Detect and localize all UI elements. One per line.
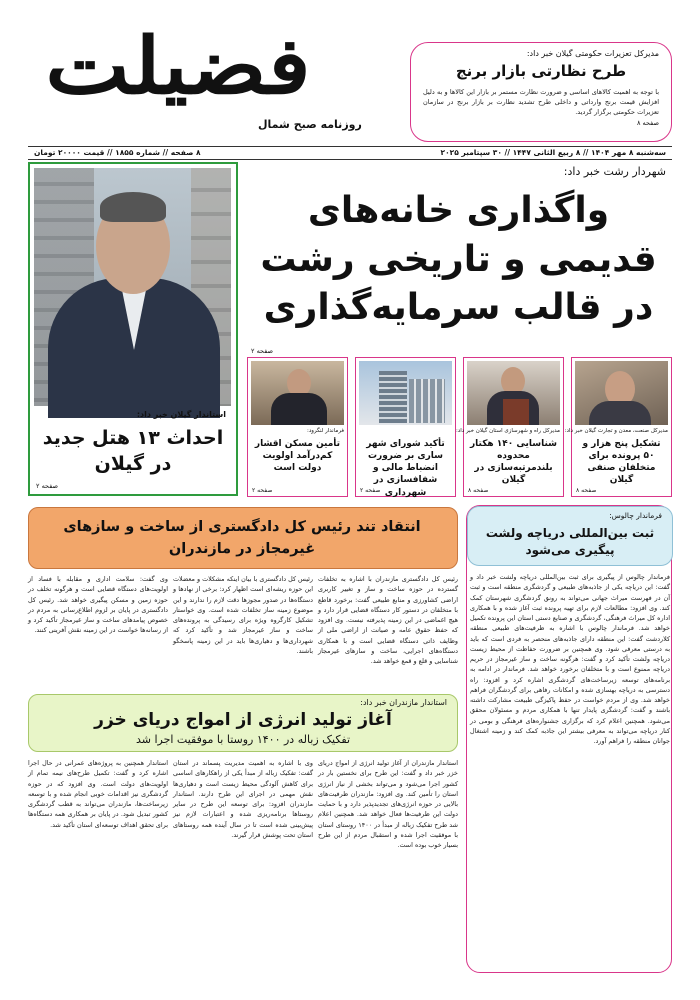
tile-page: صفحه ۲ <box>360 487 381 494</box>
issue-info: ۸ صفحه // شماره ۱۸۵۵ // قیمت ۲۰۰۰۰ تومان <box>34 148 201 157</box>
story-wave-energy-kicker: استاندار مازندران خبر داد: <box>360 698 447 707</box>
right-story-kicker: فرماندار چالوس: <box>609 511 662 520</box>
story-judiciary-headline[interactable] <box>28 507 458 569</box>
tile-photo <box>575 361 668 425</box>
story-judiciary-column-3: وی گفت: سلامت اداری و مقابله با فساد از اولویت‌های دستگاه قضایی است و هرگونه تخلف در حوزه زمین و مسکن پیگیری خواهد شد. رئیس کل دادگستری در پایان بر لزوم اطلاع‌رسانی به مردم در خصوص پیامدهای ساخت و ساز غیرمجاز تأکید کرد و از رسانه‌ها خواست در این زمینه نقش آفرینی کنند. <box>28 575 168 635</box>
top-news-box[interactable] <box>410 42 672 142</box>
newspaper-subtitle: روزنامه صبح شمال <box>258 118 362 131</box>
top-news-title[interactable]: طرح نظارتی بازار برنج <box>455 62 627 80</box>
top-news-kicker: مدیرکل تعزیرات حکومتی گیلان خبر داد: <box>526 49 659 58</box>
tile-title[interactable]: تأمین مسکن اقشار کم‌درآمد اولویت دولت است <box>254 439 341 474</box>
masthead <box>28 10 398 140</box>
right-story-headline[interactable] <box>467 506 673 566</box>
tile-kicker: فرماندار لنگرود: <box>306 428 344 434</box>
story-judiciary-column-1: رئیس کل دادگستری مازندران با اشاره به تخلفات گسترده در حوزه ساخت و ساز و تغییر کاربری اراضی کشاورزی و منابع طبیعی گفت: برخورد قاطع با متخلفان در دستور کار دستگاه قضایی قرار دارد و هیچ اغماضی در این زمینه پذیرفته نیست. وی افزود که حفظ حقوق عامه و صیانت از اراضی ملی از وظایف ذاتی دستگاه قضایی است و با همکاری دستگاه‌های اجرایی، ساخت و سازهای غیرمجاز شناسایی و قلع و قمع خواهد شد. <box>318 575 458 665</box>
story-wave-energy-column-1: استاندار مازندران از آغاز تولید انرژی از امواج دریای خزر خبر داد و گفت: این طرح برای نخستین بار در کشور اجرا می‌شود و می‌تواند بخشی از نیاز انرژی استان را تأمین کند. وی افزود: مازندران ظرفیت‌های بالایی در حوزه انرژی‌های تجدیدپذیر دارد و با حمایت دولت این ظرفیت‌ها فعال خواهد شد. همچنین اعلام شد طرح تفکیک زباله از مبدأ در ۱۴۰۰ روستای استان با موفقیت اجرا شده و استقبال مردم از این طرح بسیار خوب بوده است. <box>318 759 458 849</box>
news-tiles <box>245 357 672 497</box>
right-story-body: فرماندار چالوس از پیگیری برای ثبت بین‌المللی دریاچه ولشت خبر داد و گفت: این دریاچه یکی از جاذبه‌های طبیعی و گردشگری منطقه است و ثبت آن در فهرست میراث جهانی می‌تواند به رونق گردشگری شهرستان کمک کند. وی افزود: مطالعات لازم برای تهیه پرونده ثبت آغاز شده و با همکاری اداره کل میراث فرهنگی، گردشگری و صنایع دستی استان این پرونده تکمیل خواهد شد. فرماندار چالوس با اشاره به ظرفیت‌های طبیعی منطقه کلاردشت گفت: این منطقه دارای جاذبه‌های منحصر به فردی است که باید به درستی معرفی شود. وی همچنین بر ضرورت حفاظت از محیط زیست دریاچه ولشت تأکید کرد و گفت: هرگونه ساخت و ساز غیرمجاز در حریم دریاچه ممنوع است و با متخلفان برخورد خواهد شد. فرماندار در ادامه به برنامه‌های توسعه زیرساخت‌های گردشگری اشاره کرد و افزود: راه دسترسی به دریاچه بهسازی شده و امکانات رفاهی برای گردشگران فراهم خواهد شد. وی از مردم خواست در حفظ پاکیزگی طبیعت مشارکت داشته باشند و گفت: گردشگری پایدار تنها با همکاری مردم و مسئولان محقق می‌شود. همچنین اعلام کرد که برگزاری جشنواره‌های فرهنگی و بومی در کنار دریاچه می‌تواند به معرفی بیشتر این جاذبه کمک کند و زمینه اشتغال جوانان منطقه را فراهم آورد. <box>470 573 670 745</box>
main-headline-page: صفحه ۲ <box>251 347 274 355</box>
tile-highrise-zones[interactable] <box>455 357 564 497</box>
governor-portrait-photo <box>34 168 231 406</box>
tile-title[interactable]: تأکید شورای شهر ساری بر ضرورت انضباط مالی و شفافسازی در شهرداری <box>366 439 445 498</box>
top-news-page: صفحه ۸ <box>636 119 659 128</box>
main-headline[interactable] <box>245 165 672 355</box>
story-wave-energy-column-3: استاندار همچنین به پروژه‌های عمرانی در حال اجرا اشاره کرد و گفت: تکمیل طرح‌های نیمه تمام از اولویت‌های دولت است. وی افزود که در حوزه گردشگری نیز اقدامات خوبی انجام شده و با توسعه زیرساخت‌ها، مازندران می‌تواند به قطب گردشگری کشور تبدیل شود. در پایان بر همکاری همه دستگاه‌ها برای تحقق اهداف توسعه‌ای استان تأکید شد. <box>28 759 168 829</box>
main-headline-kicker: شهردار رشت خبر داد: <box>563 165 666 178</box>
story-wave-energy-title[interactable]: آغاز تولید انرژی از امواج دریای خزر <box>94 710 392 730</box>
tile-page: صفحه ۸ <box>576 487 597 494</box>
left-feature-kicker: استاندار گیلان خبر داد: <box>136 410 226 419</box>
tile-trade-violations[interactable] <box>564 357 672 497</box>
newspaper-logo: فضیلت <box>45 21 311 112</box>
tile-housing-langarud[interactable] <box>247 357 348 497</box>
tile-photo <box>359 361 452 425</box>
top-news-body: با توجه به اهمیت کالاهای اساسی و ضرورت نظارت مستمر بر بازار این کالاها و به دلیل افزایش قیمت برنج وارداتی و داخلی طرح تشدید نظارت بر بازار برنج در سازمان تعزیرات حکومتی برگزار گردید. <box>423 88 659 116</box>
left-feature-page: صفحه ۲ <box>36 482 59 490</box>
tile-page: صفحه ۲ <box>252 487 273 494</box>
tile-title[interactable]: شناسایی ۱۴۰ هکتار محدوده بلندمرتبه‌سازی در گیلان <box>469 439 558 486</box>
story-wave-energy-subtitle: تفکیک زباله در ۱۴۰۰ روستا با موفقیت اجرا شد <box>135 733 351 746</box>
left-feature-title[interactable]: احداث ۱۳ هتل جدید در گیلان <box>42 427 224 475</box>
tile-title[interactable]: تشکیل پنج هزار و ۵۰ پرونده برای متخلفان صنفی گیلان <box>582 439 661 486</box>
right-story-title[interactable]: ثبت بین‌المللی دریاچه ولشت پیگیری می‌شود <box>485 526 655 557</box>
tile-page: صفحه ۸ <box>468 487 489 494</box>
story-judiciary-title[interactable]: انتقاد تند رئیس کل دادگستری از ساخت و سازهای غیرمجاز در مازندران <box>63 519 421 558</box>
story-wave-energy-headline[interactable] <box>28 694 458 752</box>
left-feature[interactable] <box>28 162 238 496</box>
story-wave-energy-column-2: وی با اشاره به اهمیت مدیریت پسماند در استان گفت: تفکیک زباله از مبدأ یکی از راهکارهای اساسی برای کاهش آلودگی محیط زیست است و دهیاری‌ها نقش مهمی در اجرای این طرح دارند. استاندار مازندران افزود: برای توسعه این طرح در سایر روستاها برنامه‌ریزی شده و اعتبارات لازم نیز پیش‌بینی شده است تا در سال آینده همه روستاهای استان تحت پوشش قرار گیرند. <box>173 759 313 839</box>
tile-kicker: مدیرکل صنعت، معدن و تجارت گیلان خبر داد: <box>564 428 668 434</box>
tile-sari-council[interactable] <box>355 357 456 497</box>
main-headline-title[interactable]: واگذاری خانه‌های قدیمی و تاریخی رشت در قالب سرمایه‌گذاری <box>260 190 657 329</box>
tile-kicker: مدیرکل راه و شهرسازی استان گیلان خبر داد: <box>455 428 560 434</box>
tile-photo <box>251 361 344 425</box>
issue-date: سه‌شنبه ۸ مهر ۱۴۰۴ // ۸ ربیع الثانی ۱۴۴۷ // ۳۰ سپتامبر ۲۰۲۵ <box>440 148 666 157</box>
dateline-bar <box>28 146 672 160</box>
tile-photo <box>467 361 560 425</box>
story-judiciary-column-2: رئیس کل دادگستری با بیان اینکه مشکلات و معضلات این حوزه ریشه‌ای است اظهار کرد: برخی از نهادها و دستگاه‌ها در صدور مجوزها دقت لازم را ندارند و این موضوع زمینه ساز تخلفات شده است. وی خواستار تشکیل کارگروه ویژه برای رسیدگی به پرونده‌های ساخت و ساز غیرمجاز شد و تأکید کرد که شهرداری‌ها و دهیاری‌ها باید در این زمینه پاسخگو باشند. <box>173 575 313 655</box>
